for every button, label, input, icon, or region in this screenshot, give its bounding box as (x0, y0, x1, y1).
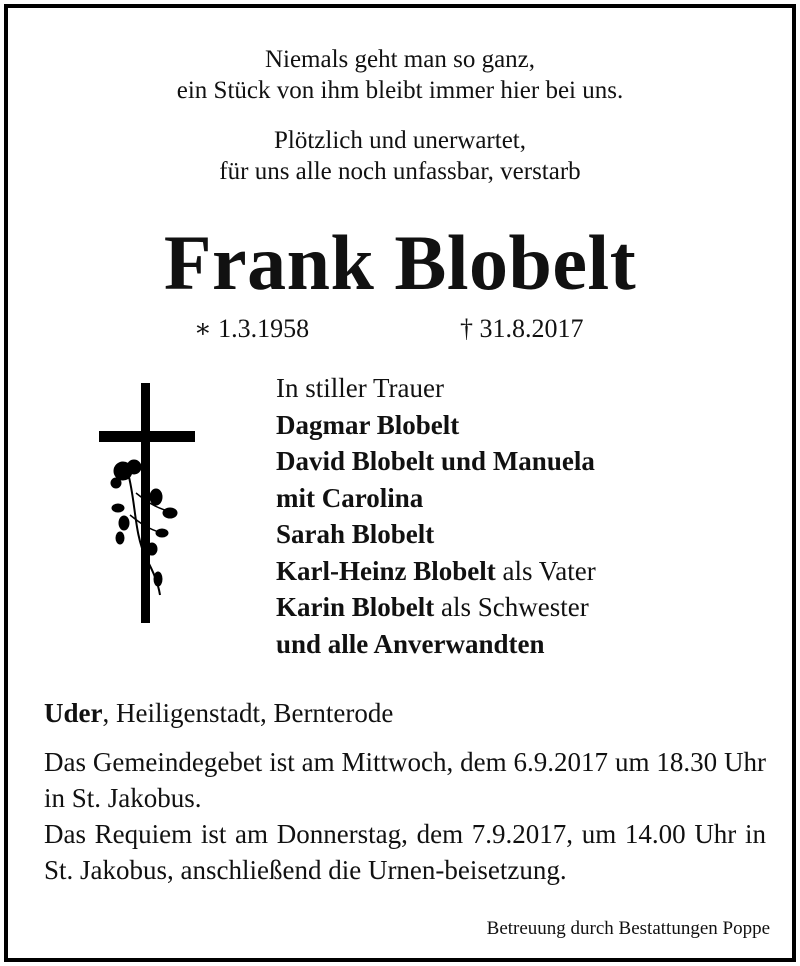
mourner-6-relation: als Schwester (434, 592, 589, 622)
places-line (44, 698, 393, 729)
cross-with-rose-icon (96, 383, 196, 623)
intro-verse (8, 44, 792, 106)
mourner-5 (276, 553, 596, 590)
obituary-notice (4, 4, 796, 962)
announcement-text (8, 125, 792, 187)
deceased-name: Frank Blobelt (163, 219, 637, 306)
mourner-5-relation: als Vater (495, 555, 596, 586)
requiem-text: Das Requiem ist am Donnerstag, dem 7.9.2017, um 14.00 Uhr in St. Jakobus, anschließend die Urnen-beisetzung. (44, 819, 766, 885)
announcement-line-1: Plötzlich und unerwartet, (273, 127, 526, 154)
announcement-line-2: für uns alle noch unfassbar, verstarb (219, 158, 581, 185)
intro-line-2: ein Stück von ihm bleibt immer hier bei uns. (176, 77, 624, 104)
intro-line-1: Niemals geht man so ganz, (264, 46, 536, 73)
mourners-lead: In stiller Trauer (276, 373, 444, 403)
funeral-home-credit: Betreuung durch Bestattungen Poppe (486, 918, 770, 939)
prayer-service-text: Das Gemeindegebet ist am Mittwoch, dem 6.9.2017 um 18.30 Uhr in St. Jakobus. (44, 747, 766, 813)
mourner-6 (276, 589, 596, 626)
mourner-7: und alle Anverwandten (276, 628, 545, 659)
birth-date: ∗ 1.3.1958 (194, 314, 310, 343)
place-primary: Uder (44, 698, 103, 728)
place-others: , Heiligenstadt, Bernterode (102, 698, 394, 728)
mourner-5-name: Karl-Heinz Blobelt (276, 555, 496, 586)
death-date: † 31.8.2017 (460, 314, 584, 343)
mourner-3: mit Carolina (276, 482, 424, 513)
mourners-list (276, 370, 596, 662)
mourner-4: Sarah Blobelt (276, 519, 435, 549)
mourner-1: Dagmar Blobelt (276, 409, 460, 440)
mourner-2: David Blobelt und Manuela (276, 446, 595, 476)
mourner-6-name: Karin Blobelt (276, 592, 435, 622)
